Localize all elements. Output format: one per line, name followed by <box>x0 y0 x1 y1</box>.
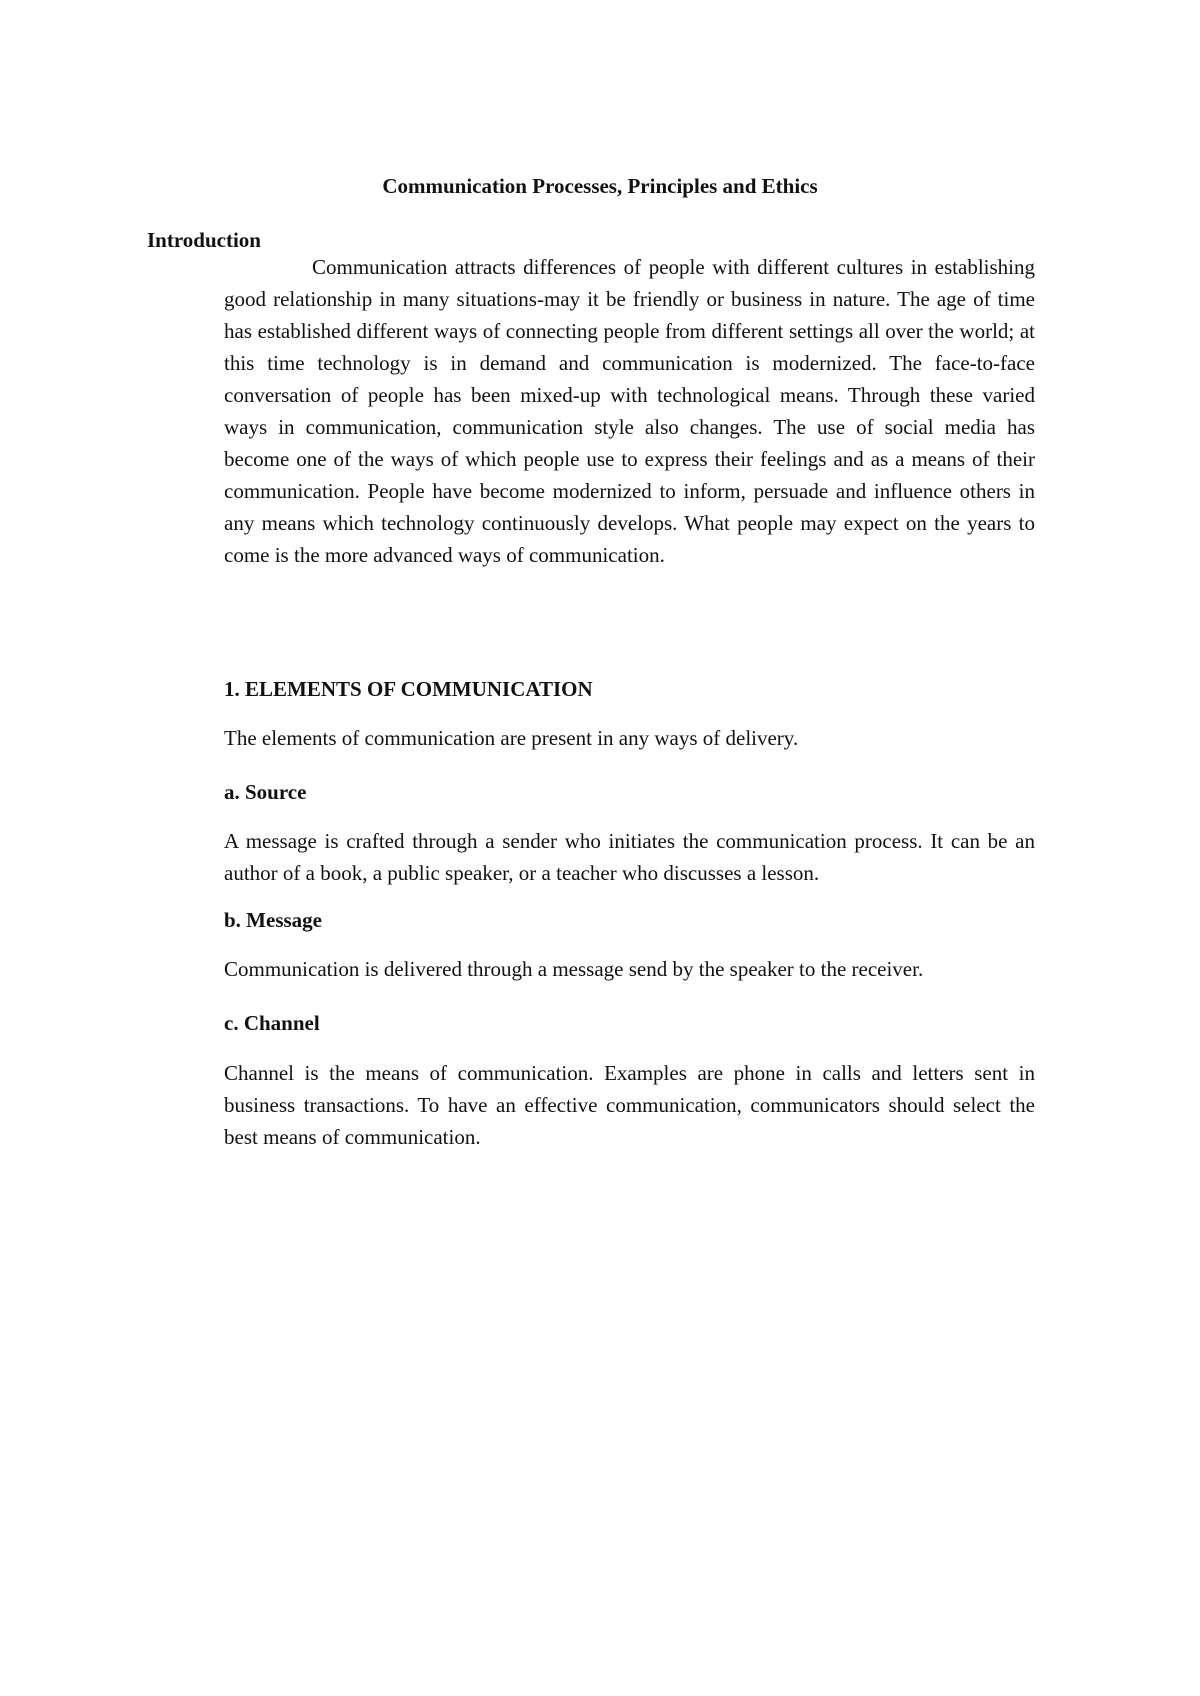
paragraph-channel: Channel is the means of communication. Examples are phone in calls and letters sent in business transactions. To have an effective communication, communicators should select the best means of communication. <box>224 1061 1035 1149</box>
paragraph-source: A message is crafted through a sender who initiates the communication process. It can be an author of a book, a public speaker, or a teacher who discusses a lesson. <box>224 829 1035 885</box>
document-title: Communication Processes, Principles and Ethics <box>382 174 818 198</box>
section-lead-paragraph: The elements of communication are present in any ways of delivery. <box>224 726 799 750</box>
introduction-heading: Introduction <box>147 228 261 252</box>
subheading-source: a. Source <box>224 780 307 804</box>
introduction-paragraph: Communication attracts differences of people with different cultures in establishing good relationship in many situations-may it be friendly or business in nature. The age of time has established different ways of connecting people from different settings all over the world; at this time technology is in demand and communication is modernized. The face-to-face conversation of people has been mixed-up with technological means. Through these varied ways in communication, communication style also changes. The use of social media has become one of the ways of which people use to express their feelings and as a means of their communication. People have become modernized to inform, persuade and influence others in any means which technology continuously develops. What people may expect on the years to come is the more advanced ways of communication. <box>224 255 1035 567</box>
paragraph-message: Communication is delivered through a message send by the speaker to the receiver. <box>224 957 924 981</box>
subheading-message: b. Message <box>224 908 322 932</box>
subheading-channel: c. Channel <box>224 1011 320 1035</box>
section-heading-elements: 1. ELEMENTS OF COMMUNICATION <box>224 677 593 701</box>
